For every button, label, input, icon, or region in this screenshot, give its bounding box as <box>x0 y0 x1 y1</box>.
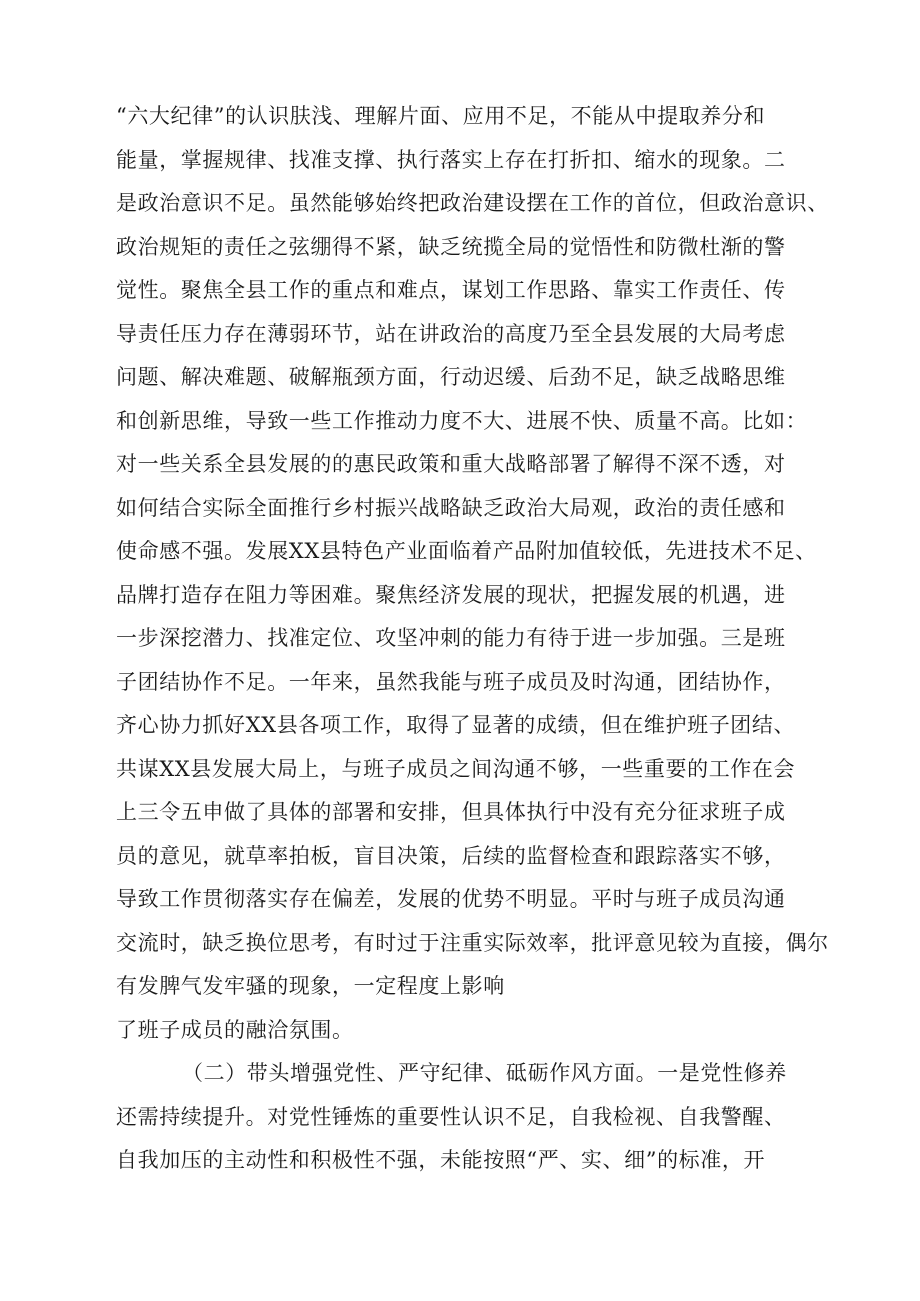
section-heading-line: （二）带头增强党性、严守纪律、砥砺作风方面。一是党性修养 <box>182 1061 787 1085</box>
text-line: 子团结协作不足。一年来，虽然我能与班子成员及时沟通，团结协作， <box>116 669 786 694</box>
text-line: 有发脾气发牢骚的现象，一定程度上影响 <box>116 974 505 998</box>
text-line: 是政治意识不足。虽然能够始终把政治建设摆在工作的首位，但政治意识、 <box>116 191 829 215</box>
text-line: 齐心协力抓好XX县各项工作，取得了显著的成绩，但在维护班子团结、 <box>116 713 796 737</box>
text-line: 交流时，缺乏换位思考，有时过于注重实际效率，批评意见较为直接，偶尔 <box>116 930 829 955</box>
text-line: 觉性。聚焦全县工作的重点和难点，谋划工作思路、靠实工作责任、传 <box>116 278 786 302</box>
text-line: 政治规矩的责任之弦绷得不紧，缺乏统揽全局的觉悟性和防微杜渐的警 <box>116 234 786 259</box>
text-line: 还需持续提升。对党性锤炼的重要性认识不足，自我检视、自我警醒、 <box>116 1104 786 1129</box>
text-line: “六大纪律”的认识肤浅、理解片面、应用不足，不能从中提取养分和 <box>116 104 766 128</box>
text-line: 使命感不强。发展XX县特色产业面临着产品附加值较低，先进技术不足、 <box>116 539 817 563</box>
text-line: 对一些关系全县发展的的惠民政策和重大战略部署了解得不深不透，对 <box>116 452 786 476</box>
text-line: 导责任压力存在薄弱环节，站在讲政治的高度乃至全县发展的大局考虑 <box>116 321 786 346</box>
text-line: 和创新思维，导致一些工作推动力度不大、进展不快、质量不高。比如： <box>116 408 808 433</box>
text-line: 员的意见，就草率拍板，盲目决策，后续的监督检查和跟踪落实不够， <box>116 843 786 868</box>
text-line: 能量，掌握规律、找准支撑、执行落实上存在打折扣、缩水的现象。二 <box>116 147 786 172</box>
text-line: 共谋XX县发展大局上，与班子成员之间沟通不够，一些重要的工作在会 <box>116 756 796 781</box>
text-line: 自我加压的主动性和积极性不强，未能按照“严、实、细”的标准，开 <box>116 1148 766 1172</box>
text-line: 如何结合实际全面推行乡村振兴战略缺乏政治大局观，政治的责任感和 <box>116 495 786 520</box>
text-line: 品牌打造存在阻力等困难。聚焦经济发展的现状，把握发展的机遇，进 <box>116 582 786 607</box>
text-line: 上三令五申做了具体的部署和安排，但具体执行中没有充分征求班子成 <box>116 800 786 824</box>
text-line: 导致工作贯彻落实存在偏差，发展的优势不明显。平时与班子成员沟通 <box>116 887 786 911</box>
document-body <box>116 95 856 1183</box>
text-line: 了班子成员的融洽氛围。 <box>116 1017 354 1042</box>
text-line: 问题、解决难题、破解瓶颈方面，行动迟缓、后劲不足，缺乏战略思维 <box>116 365 786 389</box>
text-line: 一步深挖潜力、找准定位、攻坚冲刺的能力有待于进一步加强。三是班 <box>116 626 786 650</box>
